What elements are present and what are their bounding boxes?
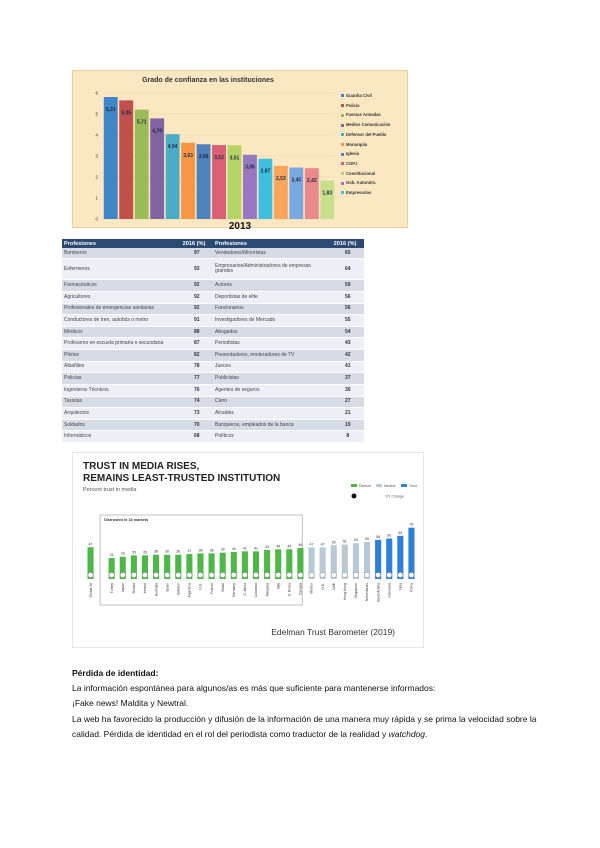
legend-label: Distrust xyxy=(359,484,371,488)
percent-cell: 8 xyxy=(332,431,364,443)
category-label: Japan xyxy=(120,583,125,593)
bar xyxy=(320,181,334,219)
data-label: 36 xyxy=(176,549,181,554)
bar xyxy=(119,100,133,219)
category-label: U.K. xyxy=(320,583,325,590)
profession-cell: Agentes de seguros xyxy=(213,384,332,396)
change-marker xyxy=(298,572,303,577)
change-marker xyxy=(88,572,93,577)
percent-cell: 37 xyxy=(332,373,364,385)
category-label: Canada xyxy=(298,583,303,595)
change-marker xyxy=(376,572,381,577)
legend-label: Policía xyxy=(346,102,360,108)
legend-entry xyxy=(341,91,407,101)
data-label: 3,56 xyxy=(198,154,209,161)
data-label: 58 xyxy=(376,534,381,539)
table-row xyxy=(62,431,364,443)
change-marker xyxy=(342,572,347,577)
data-label: 39 xyxy=(220,547,225,552)
percent-cell: 42 xyxy=(332,350,364,362)
data-label: 64 xyxy=(398,530,403,535)
data-label: 44 xyxy=(276,544,281,549)
profession-cell: Actores xyxy=(213,280,332,292)
data-label: 76 xyxy=(409,522,414,527)
legend-swatch xyxy=(341,182,344,185)
data-label: 47 xyxy=(309,542,314,547)
table-row xyxy=(62,384,364,396)
data-label: 2,87 xyxy=(260,168,271,175)
percent-cell: 92 xyxy=(181,292,213,304)
bar xyxy=(104,97,118,219)
chart-legend xyxy=(341,91,407,198)
data-label: 3,63 xyxy=(183,152,193,159)
legend-swatch xyxy=(341,94,344,97)
data-label: 2,45 xyxy=(291,177,302,184)
header-profession-2: Profesiones xyxy=(213,239,332,248)
data-label: 1,83 xyxy=(322,190,333,197)
percent-cell: 92 xyxy=(181,280,213,292)
section-heading: Pérdida de identidad: xyxy=(72,668,159,678)
percent-cell: 65 xyxy=(332,248,364,259)
data-label: 50 xyxy=(331,540,336,545)
y-tick-label: 4 xyxy=(95,132,98,138)
chart-year-caption: 2013 xyxy=(228,221,252,232)
data-label: 47 xyxy=(320,542,325,547)
percent-cell: 68 xyxy=(181,431,213,443)
change-marker xyxy=(165,572,170,577)
data-label: 35 xyxy=(142,550,147,555)
change-marker xyxy=(320,572,325,577)
category-label: Malaysia xyxy=(265,583,270,597)
legend-label: Gob. Autonóm. xyxy=(346,180,377,186)
table-row xyxy=(62,248,364,259)
profession-cell: Políticos xyxy=(213,431,332,443)
change-marker xyxy=(131,572,136,577)
legend-swatch xyxy=(341,191,344,194)
change-marker xyxy=(387,572,392,577)
percent-cell: 19 xyxy=(332,419,364,431)
legend-entry xyxy=(341,120,407,130)
legend-label: Guardia Civil xyxy=(346,93,372,98)
header-profession-1: Profesiones xyxy=(62,239,181,248)
category-label: Mexico xyxy=(309,583,314,594)
data-label: 3,51 xyxy=(229,155,240,162)
y-tick-label: 5 xyxy=(95,111,98,117)
change-marker xyxy=(242,572,247,577)
category-label: Brazil xyxy=(220,583,225,592)
legend-swatch xyxy=(376,484,382,487)
legend-swatch xyxy=(341,104,344,107)
change-marker xyxy=(153,572,158,577)
legend-label: CGPJ xyxy=(346,160,358,166)
table-row xyxy=(62,396,364,408)
change-marker xyxy=(187,572,192,577)
change-marker xyxy=(409,572,414,577)
category-label: S. Korea xyxy=(287,583,292,597)
percent-cell: 21 xyxy=(332,408,364,420)
data-label: 55 xyxy=(365,536,370,541)
change-marker xyxy=(176,572,181,577)
paragraph-1: La información espontánea para algunos/as es más que suficiente para mantenerse informados: xyxy=(72,683,436,694)
category-label: China xyxy=(409,583,414,592)
bar xyxy=(135,110,149,219)
profession-cell: Periodistas xyxy=(213,338,332,350)
profession-cell: Vendedores/Minoristas xyxy=(213,248,332,259)
table-row xyxy=(62,303,364,315)
legend-label: Iglesia xyxy=(346,151,360,157)
percent-cell: 27 xyxy=(332,396,364,408)
y-tick-label: 3 xyxy=(95,153,98,159)
change-marker xyxy=(331,572,336,577)
bar xyxy=(305,168,319,219)
legend-entry xyxy=(341,178,407,188)
legend-swatch xyxy=(341,153,344,156)
profession-cell: Investigadores de Mercado xyxy=(213,315,332,327)
data-label: 2,42 xyxy=(306,178,317,185)
data-label: 38 xyxy=(209,548,214,553)
category-label: Turkey xyxy=(109,583,114,594)
category-label: Global 26 xyxy=(88,583,93,598)
percent-cell: 43 xyxy=(332,338,364,350)
legend-label: Empresarios xyxy=(346,190,372,196)
header-percent-2: 2016 (%) xyxy=(332,239,364,248)
percent-cell: 54 xyxy=(332,326,364,338)
data-label: 47 xyxy=(88,542,93,547)
profession-cell: Pilotos xyxy=(62,350,181,362)
category-label: Indonesia xyxy=(387,583,392,598)
legend-entry xyxy=(341,101,407,111)
y-tick-label: 1 xyxy=(95,195,98,201)
category-label: Ireland xyxy=(143,583,148,594)
change-marker xyxy=(309,572,314,577)
percent-cell: 87 xyxy=(181,338,213,350)
profession-cell: Publicistas xyxy=(213,373,332,385)
percent-cell: 91 xyxy=(181,315,213,327)
data-label: 3,52 xyxy=(214,155,224,162)
legend-swatch xyxy=(401,484,407,487)
data-label: 41 xyxy=(242,546,247,551)
legend-entry xyxy=(341,169,407,179)
percent-cell: 56 xyxy=(332,303,364,315)
category-label: Italy xyxy=(276,583,281,590)
data-label: 36 xyxy=(165,549,170,554)
profession-cell: Farmacéuticos xyxy=(62,280,181,292)
legend-entry xyxy=(341,140,407,150)
category-label: Hong Kong xyxy=(343,583,348,600)
change-marker xyxy=(220,572,225,577)
profession-cell: Taxistas xyxy=(62,396,181,408)
category-label: UAE xyxy=(331,583,336,590)
change-marker xyxy=(364,572,369,577)
percent-cell: 73 xyxy=(181,408,213,420)
change-marker xyxy=(265,572,270,577)
change-marker-legend xyxy=(352,494,357,499)
table-row xyxy=(62,408,364,420)
percent-cell: 30 xyxy=(332,384,364,396)
category-label: Singapore xyxy=(354,583,359,599)
legend-swatch xyxy=(341,162,344,165)
profession-cell: Enfermeros xyxy=(62,259,181,280)
profession-cell: Ingenieros Técnicos xyxy=(62,384,181,396)
data-label: 53 xyxy=(353,538,358,543)
change-marker xyxy=(198,572,203,577)
profession-cell: Soldados xyxy=(62,419,181,431)
percent-cell: 92 xyxy=(181,303,213,315)
table-row xyxy=(62,350,364,362)
profession-cell: Profesores en escuela primaria o secundaria xyxy=(62,338,181,350)
category-label: Netherlands xyxy=(365,583,370,602)
legend-entry xyxy=(341,188,407,198)
chart-headline: TRUST IN MEDIA RISES, REMAINS LEAST-TRUSTED INSTITUTION xyxy=(83,461,281,484)
change-marker xyxy=(398,572,403,577)
data-label: 5,71 xyxy=(136,119,147,126)
profession-cell: Albañiles xyxy=(62,361,181,373)
legend-label: Defensor del Pueblo xyxy=(346,131,387,137)
y-tick-label: 2 xyxy=(95,174,98,180)
data-label: 38 xyxy=(198,548,203,553)
change-marker xyxy=(109,572,114,577)
table-row xyxy=(62,315,364,327)
legend-entry xyxy=(341,149,407,159)
media-trust-bars-svg xyxy=(73,453,425,649)
table-row xyxy=(62,419,364,431)
change-marker xyxy=(287,572,292,577)
profession-cell: Informáticos xyxy=(62,431,181,443)
profession-cell: Deportistas de elite xyxy=(213,292,332,304)
data-label: 60 xyxy=(387,533,392,538)
table-row xyxy=(62,280,364,292)
legend-label: Medios Comunicación xyxy=(346,122,391,128)
data-label: 40 xyxy=(231,547,236,551)
profession-cell: Banqueros, empleados de la banca xyxy=(213,419,332,431)
percent-cell: 88 xyxy=(181,326,213,338)
category-label: Saudi Arabia xyxy=(376,583,381,603)
category-label: Argentina xyxy=(187,583,192,598)
profession-cell: Médicos xyxy=(62,326,181,338)
change-marker xyxy=(120,572,125,577)
data-label: 4,04 xyxy=(167,144,178,151)
data-label: 37 xyxy=(187,549,192,554)
category-label: U.S. xyxy=(198,583,203,590)
percent-cell: 41 xyxy=(332,361,364,373)
change-marker xyxy=(276,572,281,577)
profession-cell: Profesionales de emergencias sanitarias xyxy=(62,303,181,315)
category-label: India xyxy=(398,583,403,591)
body-text xyxy=(72,666,542,742)
profession-cell: Policías xyxy=(62,373,181,385)
percent-cell: 70 xyxy=(181,419,213,431)
profession-cell: Jueces xyxy=(213,361,332,373)
legend-swatch xyxy=(341,124,344,127)
percent-cell: 59 xyxy=(332,280,364,292)
data-label: 44 xyxy=(287,544,292,549)
legend-entry xyxy=(341,159,407,169)
data-label: 43 xyxy=(265,544,270,549)
legend-swatch xyxy=(341,143,344,146)
bar xyxy=(408,528,414,579)
legend-swatch xyxy=(341,133,344,136)
legend-label: Fuerzas Armadas xyxy=(346,112,381,118)
table-row xyxy=(62,361,364,373)
data-label: 41 xyxy=(254,546,258,551)
data-label: 31 xyxy=(109,553,114,558)
change-marker xyxy=(209,572,214,577)
chart-subtitle: Percent trust in media xyxy=(83,487,137,493)
data-label: 2,53 xyxy=(275,175,286,182)
table-row xyxy=(62,338,364,350)
percent-cell: 55 xyxy=(332,315,364,327)
trust-institutions-chart xyxy=(72,70,408,228)
legend-label: Constitucional xyxy=(346,170,376,176)
table-row xyxy=(62,326,364,338)
watchdog-term: watchdog xyxy=(388,728,425,739)
paragraph-2: ¡Fake news! Maldita y Newtral. xyxy=(72,698,189,709)
percent-cell: 56 xyxy=(332,292,364,304)
category-label: Australia xyxy=(154,583,159,597)
chart-source: Edelman Trust Barometer (2019) xyxy=(271,627,395,637)
data-label: 33 xyxy=(120,551,125,556)
change-marker xyxy=(231,572,236,577)
header-percent-1: 2016 (%) xyxy=(181,239,213,248)
profession-cell: Conductores de tren, autobús o metro xyxy=(62,315,181,327)
table-row xyxy=(62,259,364,280)
y-tick-label: 6 xyxy=(95,90,98,96)
table-row xyxy=(62,373,364,385)
category-label: Germany xyxy=(231,583,236,597)
profession-cell: Clero xyxy=(213,396,332,408)
data-label: 4,79 xyxy=(152,128,163,135)
data-label: 5,05 xyxy=(121,110,132,117)
profession-cell: Arquitectos xyxy=(62,408,181,420)
category-label: Spain xyxy=(165,583,170,592)
paragraph-3: La web ha favorecido la producción y difusión de la información de una manera muy rápida y se prima la velocidad sobre la calidad. Pérdida de identidad en el rol del periodista como traductor de la realidad y watchdog. xyxy=(72,713,537,739)
legend-swatch xyxy=(351,484,357,487)
legend-change-label: Y/Y Change xyxy=(385,494,404,499)
data-label: 35 xyxy=(131,550,136,555)
profession-cell: Funcionarios xyxy=(213,303,332,315)
category-label: S. Africa xyxy=(243,583,248,596)
data-label: 51 xyxy=(342,539,347,544)
change-marker xyxy=(353,572,358,577)
bar xyxy=(289,168,303,219)
change-marker xyxy=(142,572,147,577)
profession-cell: Empresarios/Administradores de empresas grandes xyxy=(213,259,332,280)
legend-entry xyxy=(341,130,407,140)
percent-cell: 78 xyxy=(181,361,213,373)
professions-trust-table xyxy=(62,239,364,443)
legend-swatch xyxy=(341,114,344,117)
percent-cell: 97 xyxy=(181,248,213,259)
legend-label: Trust xyxy=(409,484,417,488)
data-label: 5,31 xyxy=(105,106,116,113)
legend-entry xyxy=(341,110,407,120)
data-label: 3,06 xyxy=(245,164,255,171)
profession-cell: Bomberos xyxy=(62,248,181,259)
table-row xyxy=(62,292,364,304)
bar xyxy=(274,166,288,219)
percent-cell: 64 xyxy=(332,259,364,280)
y-tick-label: 0 xyxy=(95,216,98,222)
percent-cell: 93 xyxy=(181,259,213,280)
legend-label: Neutral xyxy=(384,484,396,488)
category-label: France xyxy=(209,583,214,594)
profession-cell: Presentadores, moderadores de TV xyxy=(213,350,332,362)
data-label: 46 xyxy=(298,542,303,547)
legend-label: Monarquía xyxy=(346,141,368,147)
category-label: Sweden xyxy=(176,583,181,596)
profession-cell: Agricultores xyxy=(62,292,181,304)
distrust-box-label: Distrusted in 18 markets xyxy=(104,518,149,522)
profession-cell: Alcaldes xyxy=(213,408,332,420)
change-marker xyxy=(253,572,258,577)
chart-title: Grado de confianza en las instituciones xyxy=(142,77,274,84)
percent-cell: 74 xyxy=(181,396,213,408)
category-label: Russia xyxy=(132,583,137,594)
legend-swatch xyxy=(341,172,344,175)
profession-cell: Abogados xyxy=(213,326,332,338)
edelman-trust-chart xyxy=(72,452,424,648)
data-label: 36 xyxy=(154,549,159,554)
percent-cell: 76 xyxy=(181,384,213,396)
percent-cell: 77 xyxy=(181,373,213,385)
category-label: Colombia xyxy=(254,583,259,598)
percent-cell: 82 xyxy=(181,350,213,362)
